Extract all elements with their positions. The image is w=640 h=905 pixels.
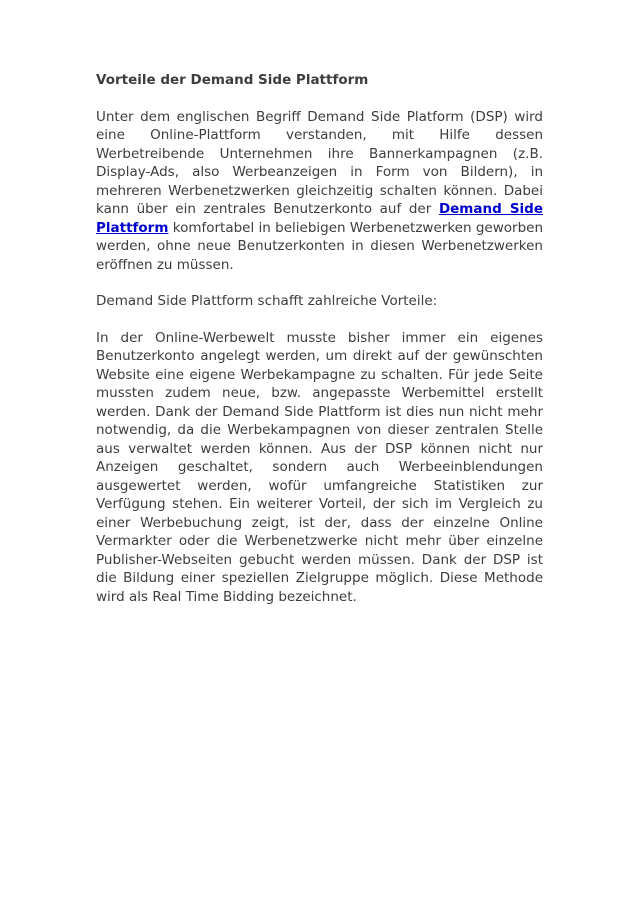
paragraph-benefits: In der Online-Werbewelt musste bisher immer ein eigenes Benutzerkonto angelegt werden, um direkt auf der gewünschten Website eine eigene Werbekampagne zu schalten. Für jede Seite mussten zudem neue, bzw. angepasste Werbemittel erstellt werden. Dank der Demand Side Plattform ist dies nun nicht mehr notwendig, da die Werbekampagnen von dieser zentralen Stelle aus verwaltet werden können. Aus der DSP können nicht nur Anzeigen geschaltet, sondern auch Werbeeinblendungen ausgewertet werden, wofür umfangreiche Statistiken zur Verfügung stehen. Ein weiterer Vorteil, der sich im Vergleich zu einer Werbebuchung zeigt, ist der, dass der einzelne Online Vermarkter oder die Werbenetzwerke nicht mehr über einzelne Publisher-Webseiten gebucht werden müssen. Dank der DSP ist die Bildung einer speziellen Zielgruppe möglich. Diese Methode wird als Real Time Bidding bezeichnet. (96, 329, 543, 605)
demand-side-plattform-link[interactable]: Demand Side Plattform (96, 201, 543, 236)
paragraph-intro (96, 108, 543, 275)
paragraph-intro-text-after-link: komfortabel in beliebigen Werbenetzwerken geworben werden, ohne neue Benutzerkonten in diesen Werbenetzwerken eröffnen zu müssen. (96, 219, 543, 273)
paragraph-intro-text-before-link: Unter dem englischen Begriff Demand Side Platform (DSP) wird eine Online-Plattform verstanden, mit Hilfe dessen Werbetreibende Unternehmen ihre Bannerkampagnen (z.B. Display-Ads, also Werbeanzeigen in Form von Bildern), in mehreren Werbenetzwerken gleichzeitig schalten können. Dabei kann über ein zentrales Benutzerkonto auf der (96, 108, 543, 217)
paragraph-lead-in: Demand Side Plattform schafft zahlreiche Vorteile: (96, 293, 438, 309)
page-title: Vorteile der Demand Side Plattform (96, 72, 369, 88)
